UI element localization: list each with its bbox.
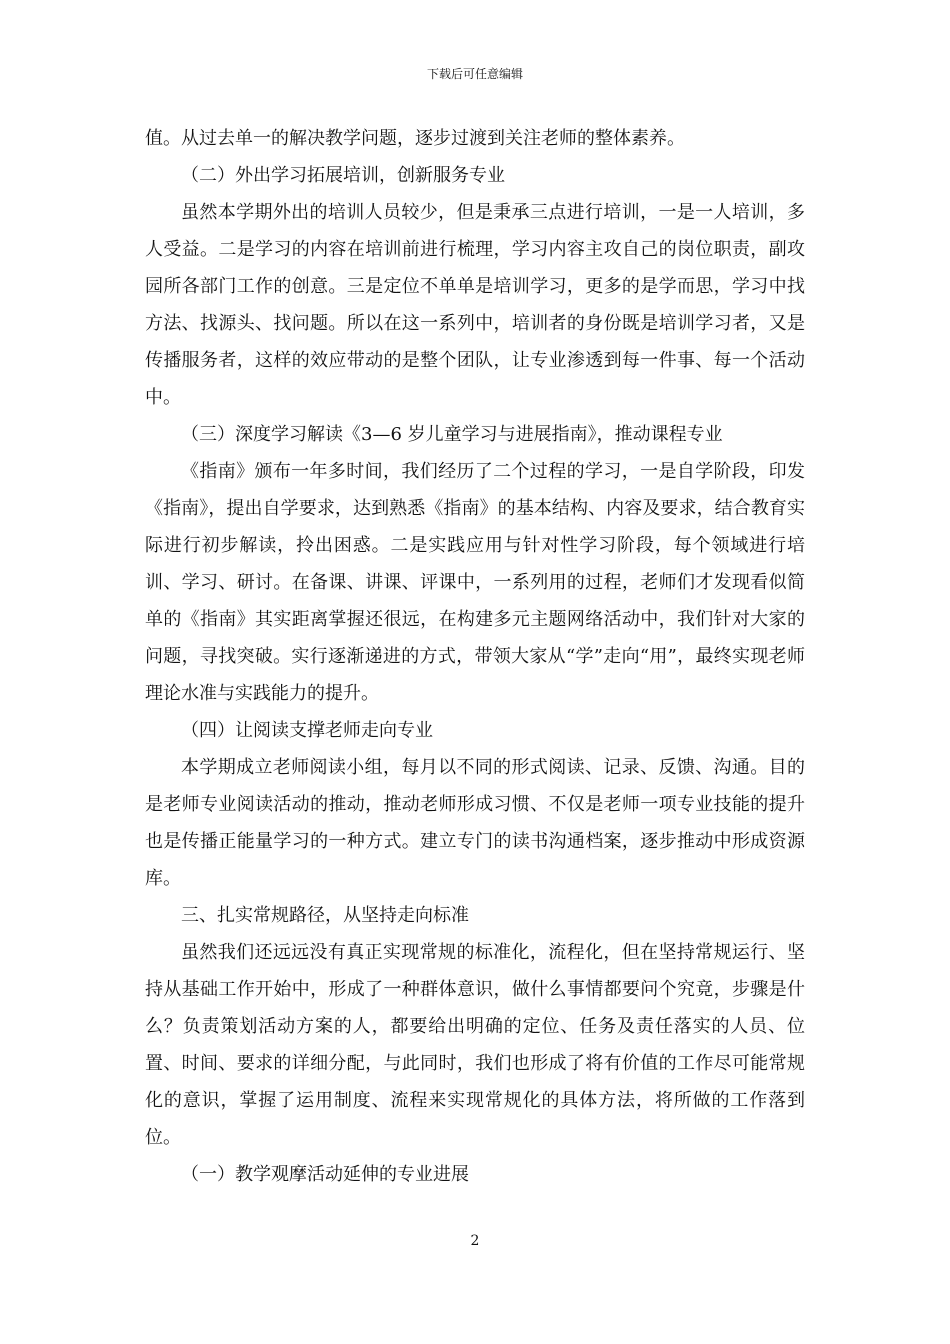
section-heading-1: （一）教学观摩活动延伸的专业进展 <box>181 1164 469 1185</box>
paragraph-reading: 本学期成立老师阅读小组，每月以不同的形式阅读、记录、反馈、沟通。目的是老师专业阅读活动的推动，推动老师形成习惯、不仅是老师一项专业技能的提升也是传播正能量学习的一种方式。建立专门的读书沟通档案，逐步推动中形成资源库。 <box>145 757 805 889</box>
document-body <box>145 120 805 1193</box>
section-heading-4: （四）让阅读支撑老师走向专业 <box>181 720 433 741</box>
section-heading-3: （三）深度学习解读《3—6 岁儿童学习与进展指南》，推动课程专业 <box>181 424 723 445</box>
page-number: 2 <box>470 1233 480 1249</box>
paragraph-continuation: 值。从过去单一的解决教学问题，逐步过渡到关注老师的整体素养。 <box>145 128 685 149</box>
paragraph-training: 虽然本学期外出的培训人员较少，但是秉承三点进行培训，一是一人培训，多人受益。二是学习的内容在培训前进行梳理，学习内容主攻自己的岗位职责，副攻园所各部门工作的创意。三是定位不单单是培训学习，更多的是学而思，学习中找方法、找源头、找问题。所以在这一系列中，培训者的身份既是培训学习者，又是传播服务者，这样的效应带动的是整个团队，让专业渗透到每一件事、每一个活动中。 <box>145 202 805 408</box>
section-heading-2: （二）外出学习拓展培训，创新服务专业 <box>181 165 505 186</box>
paragraph-routine: 虽然我们还远远没有真正实现常规的标准化，流程化，但在坚持常规运行、坚持从基础工作开始中，形成了一种群体意识，做什么事情都要问个究竟，步骤是什么？负责策划活动方案的人，都要给出明确的定位、任务及责任落实的人员、位置、时间、要求的详细分配，与此同时，我们也形成了将有价值的工作尽可能常规化的意识，掌握了运用制度、流程来实现常规化的具体方法，将所做的工作落到位。 <box>145 942 805 1148</box>
paragraph-guide: 《指南》颁布一年多时间，我们经历了二个过程的学习，一是自学阶段，印发《指南》，提出自学要求，达到熟悉《指南》的基本结构、内容及要求，结合教育实际进行初步解读，拎出困惑。二是实践应用与针对性学习阶段，每个领域进行培训、学习、研讨。在备课、讲课、评课中，一系列用的过程，老师们才发现看似简单的《指南》其实距离掌握还很远，在构建多元主题网络活动中，我们针对大家的问题，寻找突破。实行逐渐递进的方式，带领大家从“学”走向“用”，最终实现老师理论水准与实践能力的提升。 <box>145 461 805 704</box>
page-header: 下载后可任意编辑 <box>426 67 523 81</box>
section-heading-three: 三、扎实常规路径，从坚持走向标准 <box>181 905 469 926</box>
